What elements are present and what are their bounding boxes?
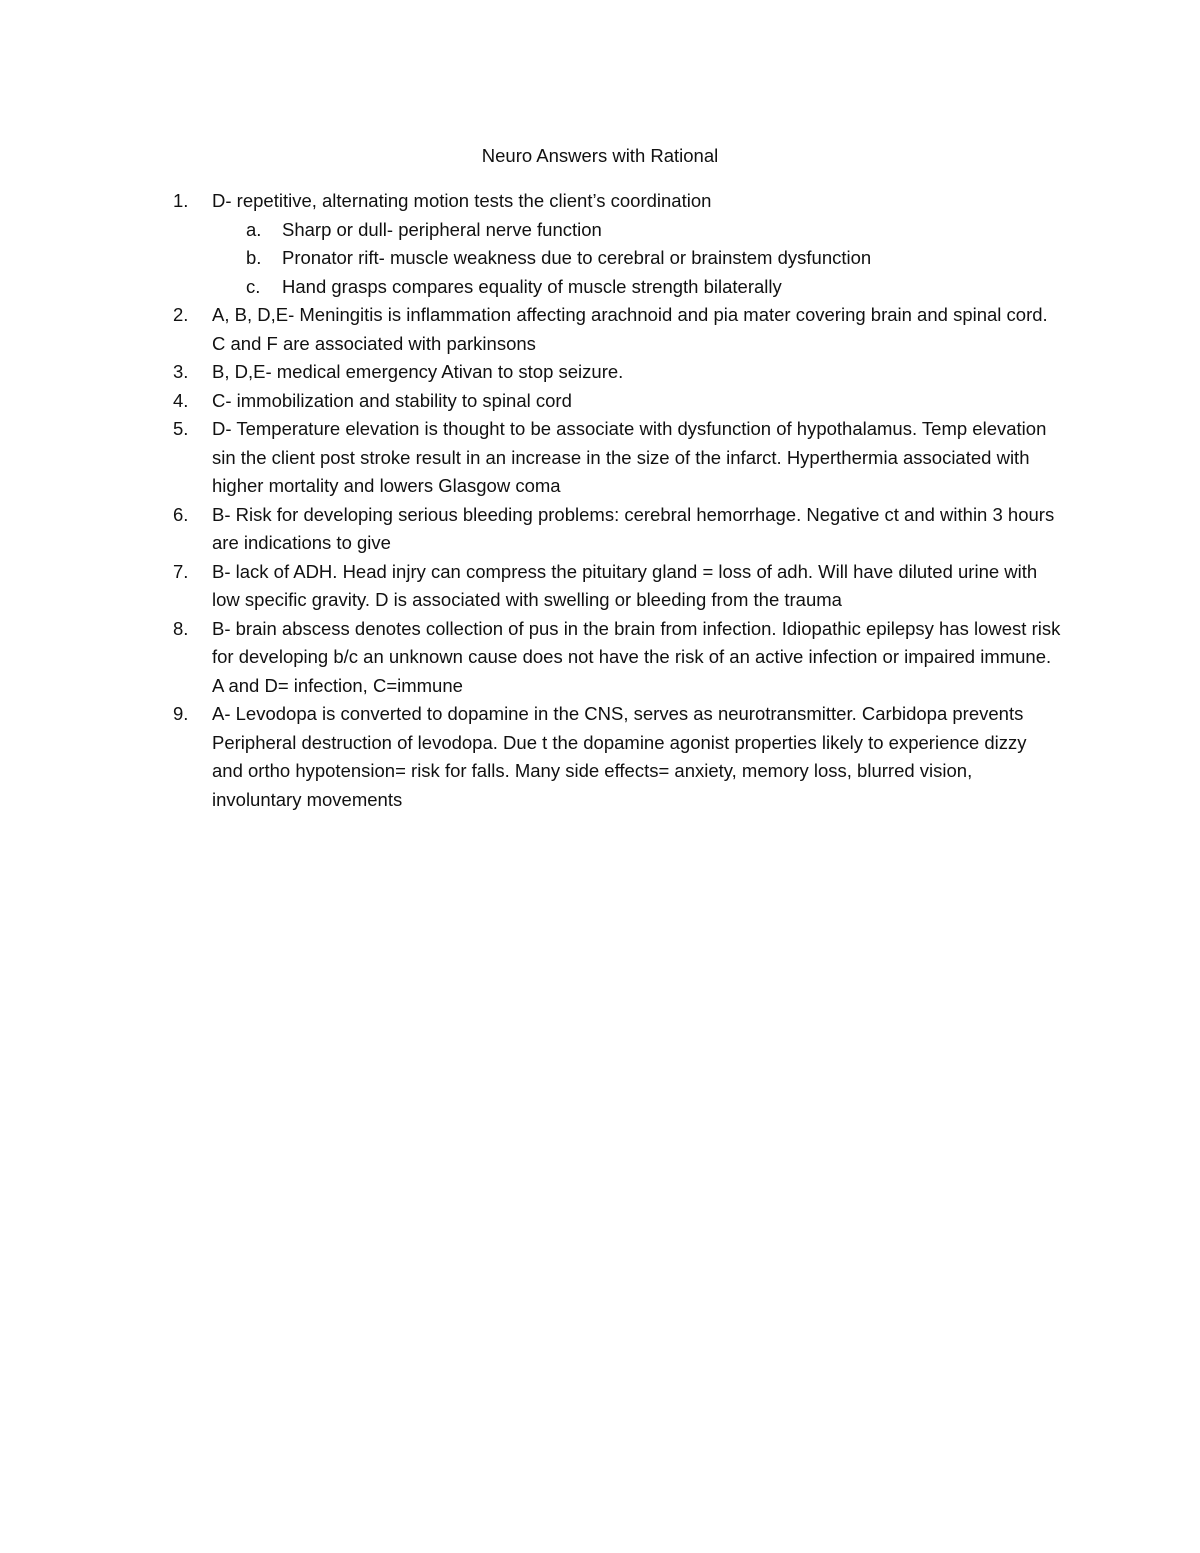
answer-text: B- lack of ADH. Head injry can compress the pituitary gland = loss of adh. Will have diluted urine with low specific gravity. D is associated with swelling or bleeding from the trauma — [212, 560, 1038, 610]
document-title: Neuro Answers with Rational — [481, 145, 719, 166]
answer-list — [0, 187, 1200, 814]
answer-item-4 — [0, 387, 1200, 416]
answer-number: 5. — [173, 418, 189, 439]
sub-item-letter: b. — [246, 247, 262, 268]
answer-item-1 — [0, 187, 1200, 301]
sub-item-text: Pronator rift- muscle weakness due to cerebral or brainstem dysfunction — [282, 247, 872, 268]
answer-item-8 — [0, 615, 1200, 701]
answer-text: D- Temperature elevation is thought to be associate with dysfunction of hypothalamus. Temp elevation sin the client post stroke result in an increase in the size of the infarct. Hyperthermia associated with higher mortality and lowers Glasgow coma — [212, 418, 1047, 496]
answer-text: C- immobilization and stability to spinal cord — [212, 389, 572, 411]
answer-1-sublist — [0, 216, 1200, 302]
answer-item-2 — [0, 301, 1200, 358]
answer-text: B- Risk for developing serious bleeding problems: cerebral hemorrhage. Negative ct and within 3 hours are indications to give — [212, 503, 1055, 553]
sub-item-letter: c. — [246, 275, 261, 297]
answer-text: D- repetitive, alternating motion tests the client’s coordination — [212, 190, 712, 211]
answer-item-5 — [0, 415, 1200, 501]
answer-number: 6. — [173, 503, 189, 525]
answer-text: B, D,E- medical emergency Ativan to stop seizure. — [212, 361, 624, 382]
sub-item-letter: a. — [246, 218, 262, 240]
answer-text: A- Levodopa is converted to dopamine in the CNS, serves as neurotransmitter. Carbidopa prevents Peripheral destruction of levodopa. Due t the dopamine agonist properties likely to experience dizzy and ortho hypotension= risk for falls. Many side effects= anxiety, memory loss, blurred vision, involuntary movements — [212, 703, 1027, 810]
sub-item-text: Hand grasps compares equality of muscle strength bilaterally — [282, 275, 782, 297]
sub-item-c — [0, 273, 1200, 302]
answer-text: A, B, D,E- Meningitis is inflammation affecting arachnoid and pia mater covering brain and spinal cord. C and F are associated with parkinsons — [212, 304, 1048, 354]
sub-item-a — [0, 216, 1200, 245]
answer-number: 2. — [173, 304, 189, 325]
answer-text: B- brain abscess denotes collection of pus in the brain from infection. Idiopathic epilepsy has lowest risk for developing b/c an unknown cause does not have the risk of an active infection or impaired immune. A and D= infection, C=immune — [212, 617, 1061, 696]
sub-item-text: Sharp or dull- peripheral nerve function — [282, 218, 602, 240]
answer-number: 9. — [173, 703, 189, 724]
answer-number: 4. — [173, 389, 189, 411]
sub-item-b — [0, 244, 1200, 273]
answer-number: 1. — [173, 190, 189, 211]
answer-item-9 — [0, 700, 1200, 814]
answer-number: 3. — [173, 361, 189, 382]
answer-number: 8. — [173, 617, 189, 639]
answer-item-6 — [0, 501, 1200, 558]
answer-item-3 — [0, 358, 1200, 387]
answer-number: 7. — [173, 560, 189, 582]
answer-item-7 — [0, 558, 1200, 615]
